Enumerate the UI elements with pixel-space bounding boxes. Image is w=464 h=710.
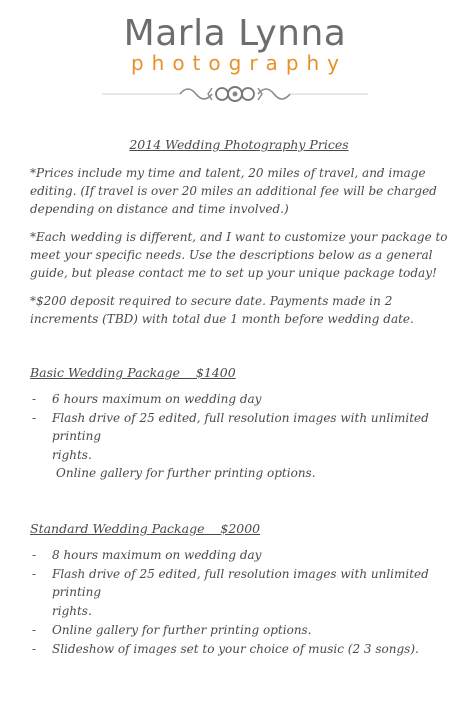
list-item: - 6 hours maximum on wedding day xyxy=(32,392,262,406)
logo-subtitle: photography xyxy=(130,51,348,75)
standard-package xyxy=(30,520,448,659)
list-continuation: rights. xyxy=(52,448,92,462)
pricing-intro xyxy=(30,136,448,328)
basic-package-heading: Basic Wedding Package $1400 xyxy=(30,365,236,380)
paragraph-travel: *Prices include my time and talent, 20 miles of travel, and image editing. (If travel is over 20 miles an additional fee will be charged depending on distance and time involved.) xyxy=(30,166,437,216)
standard-package-list-more xyxy=(30,621,448,658)
list-continuation: rights. xyxy=(52,604,92,618)
logo xyxy=(100,14,370,109)
flourish-ornament-icon xyxy=(100,82,370,106)
page-title: 2014 Wedding Photography Prices xyxy=(129,137,349,152)
paragraph-customize: *Each wedding is different, and I want to customize your package to meet your specific needs. Use the descriptions below as a general guide, but please contact me to set up your unique package today! xyxy=(30,230,448,280)
list-item: - Flash drive of 25 edited, full resolution images with unlimited printing xyxy=(32,567,429,599)
list-item: - Slideshow of images set to your choice of music (2 3 songs). xyxy=(32,642,419,656)
basic-package-list xyxy=(30,390,448,445)
list-item: - Flash drive of 25 edited, full resolution images with unlimited printing xyxy=(32,411,429,443)
standard-package-heading: Standard Wedding Package $2000 xyxy=(30,521,261,536)
basic-package xyxy=(30,364,448,482)
list-continuation: Online gallery for further printing options. xyxy=(56,466,316,480)
standard-package-list xyxy=(30,546,448,601)
list-item: - Online gallery for further printing options. xyxy=(32,623,312,637)
list-item: - 8 hours maximum on wedding day xyxy=(32,548,262,562)
paragraph-deposit: *$200 deposit required to secure date. Payments made in 2 increments (TBD) with total due 1 month before wedding date. xyxy=(30,294,414,326)
logo-name: Marla Lynna xyxy=(123,13,347,54)
